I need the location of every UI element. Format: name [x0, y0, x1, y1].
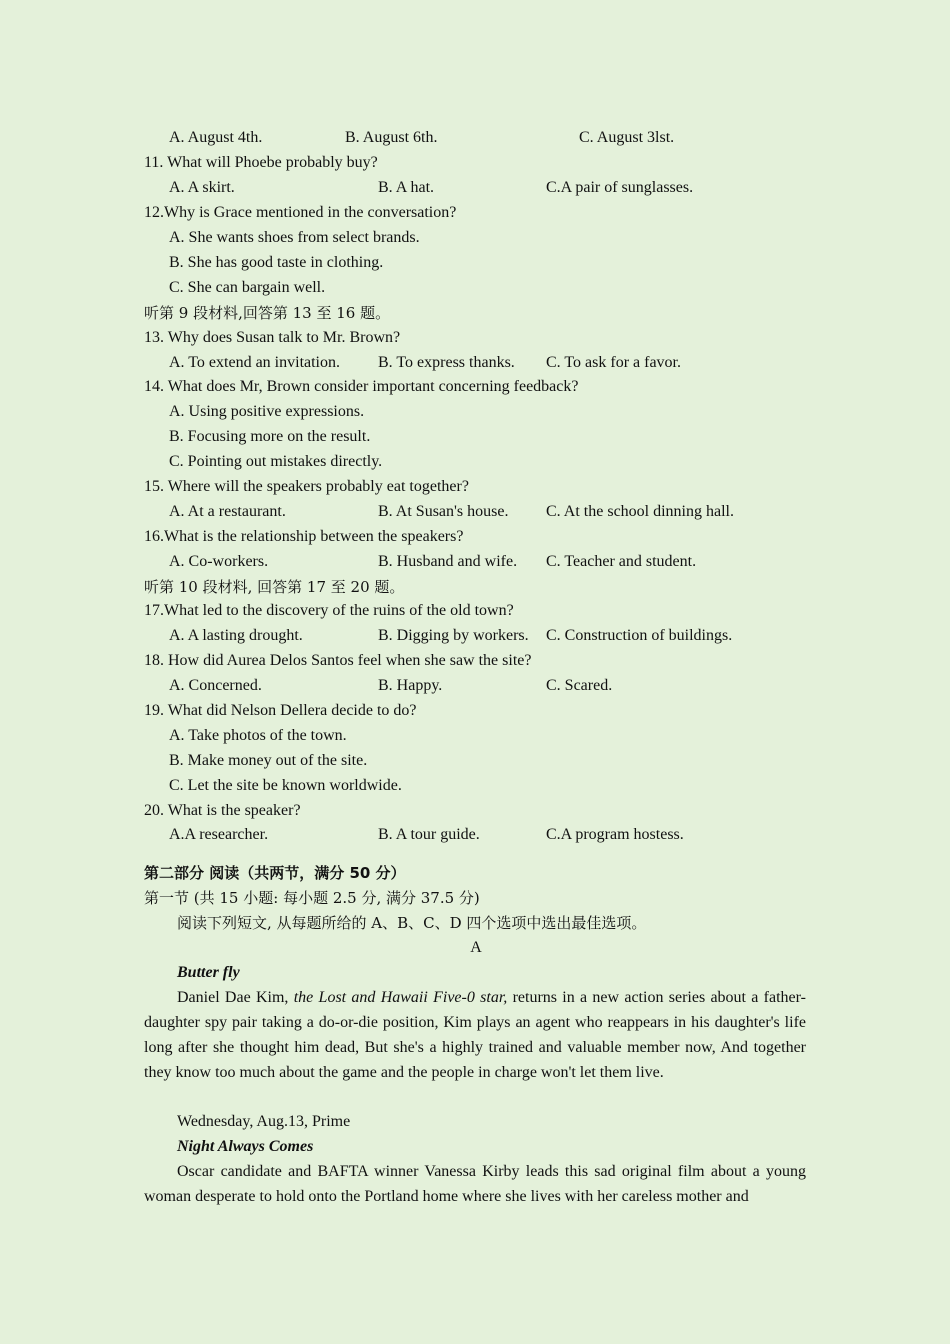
q12-option-b: B. She has good taste in clothing. — [169, 254, 384, 271]
q11-option-c: C.A pair of sunglasses. — [546, 179, 694, 196]
q19-option-a: A. Take photos of the town. — [169, 727, 347, 744]
reading-instructions: 阅读下列短文, 从每题所给的 A、B、C、D 四个选项中选出最佳选项。 — [177, 914, 647, 932]
q20-option-c: C.A program hostess. — [546, 826, 684, 843]
q15-option-a: A. At a restaurant. — [169, 503, 286, 520]
q18-option-c: C. Scared. — [546, 677, 613, 694]
q12-option-a: A. She wants shoes from select brands. — [169, 229, 420, 246]
q13-option-c: C. To ask for a favor. — [546, 354, 681, 371]
q14-option-a: A. Using positive expressions. — [169, 403, 365, 420]
q18-stem: 18. How did Aurea Delos Santos feel when she saw the site? — [144, 652, 532, 669]
q20-stem: 20. What is the speaker? — [144, 802, 301, 819]
item1-title: Butter fly — [177, 964, 240, 981]
q13-option-b: B. To express thanks. — [378, 354, 515, 371]
q12-option-c: C. She can bargain well. — [169, 279, 326, 296]
item2-paragraph: Oscar candidate and BAFTA winner Vanessa Kirby leads this sad original film about a young woman desperate to hold onto the Portland home where she lives with her careless mother and — [144, 1163, 806, 1205]
q13-option-a: A. To extend an invitation. — [169, 354, 340, 371]
q10-option-c: C. August 3lst. — [579, 129, 675, 146]
q15-stem: 15. Where will the speakers probably eat together? — [144, 478, 469, 495]
passage-letter: A — [470, 939, 482, 956]
q17-option-a: A. A lasting drought. — [169, 627, 303, 644]
q17-option-c: C. Construction of buildings. — [546, 627, 733, 644]
q11-option-b: B. A hat. — [378, 179, 435, 196]
item1-paragraph — [144, 985, 806, 1085]
q16-stem: 16.What is the relationship between the speakers? — [144, 528, 464, 545]
q20-option-b: B. A tour guide. — [378, 826, 480, 843]
q14-stem: 14. What does Mr, Brown consider important concerning feedback? — [144, 378, 579, 395]
q18-option-a: A. Concerned. — [169, 677, 262, 694]
q16-option-c: C. Teacher and student. — [546, 553, 697, 570]
q15-option-b: B. At Susan's house. — [378, 503, 509, 520]
q19-option-b: B. Make money out of the site. — [169, 752, 368, 769]
q17-stem: 17.What led to the discovery of the ruins of the old town? — [144, 602, 514, 619]
q15-option-c: C. At the school dinning hall. — [546, 503, 734, 520]
item1-text-italic: the Lost and Hawaii Five-0 star, — [293, 989, 508, 1006]
q11-option-a: A. A skirt. — [169, 179, 235, 196]
q10-option-a: A. August 4th. — [169, 129, 263, 146]
section-9-heading: 听第 9 段材料,回答第 13 至 16 题。 — [144, 304, 391, 322]
item2-title: Night Always Comes — [177, 1138, 314, 1155]
q17-option-b: B. Digging by workers. — [378, 627, 529, 644]
q10-option-b: B. August 6th. — [345, 129, 438, 146]
q19-stem: 19. What did Nelson Dellera decide to do? — [144, 702, 417, 719]
q14-option-b: B. Focusing more on the result. — [169, 428, 371, 445]
q14-option-c: C. Pointing out mistakes directly. — [169, 453, 383, 470]
q16-option-b: B. Husband and wife. — [378, 553, 518, 570]
item1-date: Wednesday, Aug.13, Prime — [177, 1113, 351, 1130]
section-10-heading: 听第 10 段材料, 回答第 17 至 20 题。 — [144, 578, 405, 596]
q18-option-b: B. Happy. — [378, 677, 443, 694]
q13-stem: 13. Why does Susan talk to Mr. Brown? — [144, 329, 401, 346]
item1-text-start: Daniel Dae Kim, — [177, 989, 294, 1006]
q20-option-a: A.A researcher. — [169, 826, 269, 843]
section-one-heading: 第一节 (共 15 小题: 每小题 2.5 分, 满分 37.5 分) — [144, 889, 480, 907]
q12-stem: 12.Why is Grace mentioned in the conversation? — [144, 204, 457, 221]
q11-stem: 11. What will Phoebe probably buy? — [144, 154, 378, 171]
part-two-heading: 第二部分 阅读（共两节，满分 50 分） — [144, 864, 406, 882]
item1-text-rest: returns in a new action series about a father-daughter spy pair taking a do-or-die position, Kim plays an agent who reappears in his daughter's life long after she thought him dead, But she's a highly trained and valuable member now, And together they know too much about the game and the people in charge won't let them live. — [144, 989, 806, 1081]
q19-option-c: C. Let the site be known worldwide. — [169, 777, 402, 794]
q16-option-a: A. Co-workers. — [169, 553, 269, 570]
